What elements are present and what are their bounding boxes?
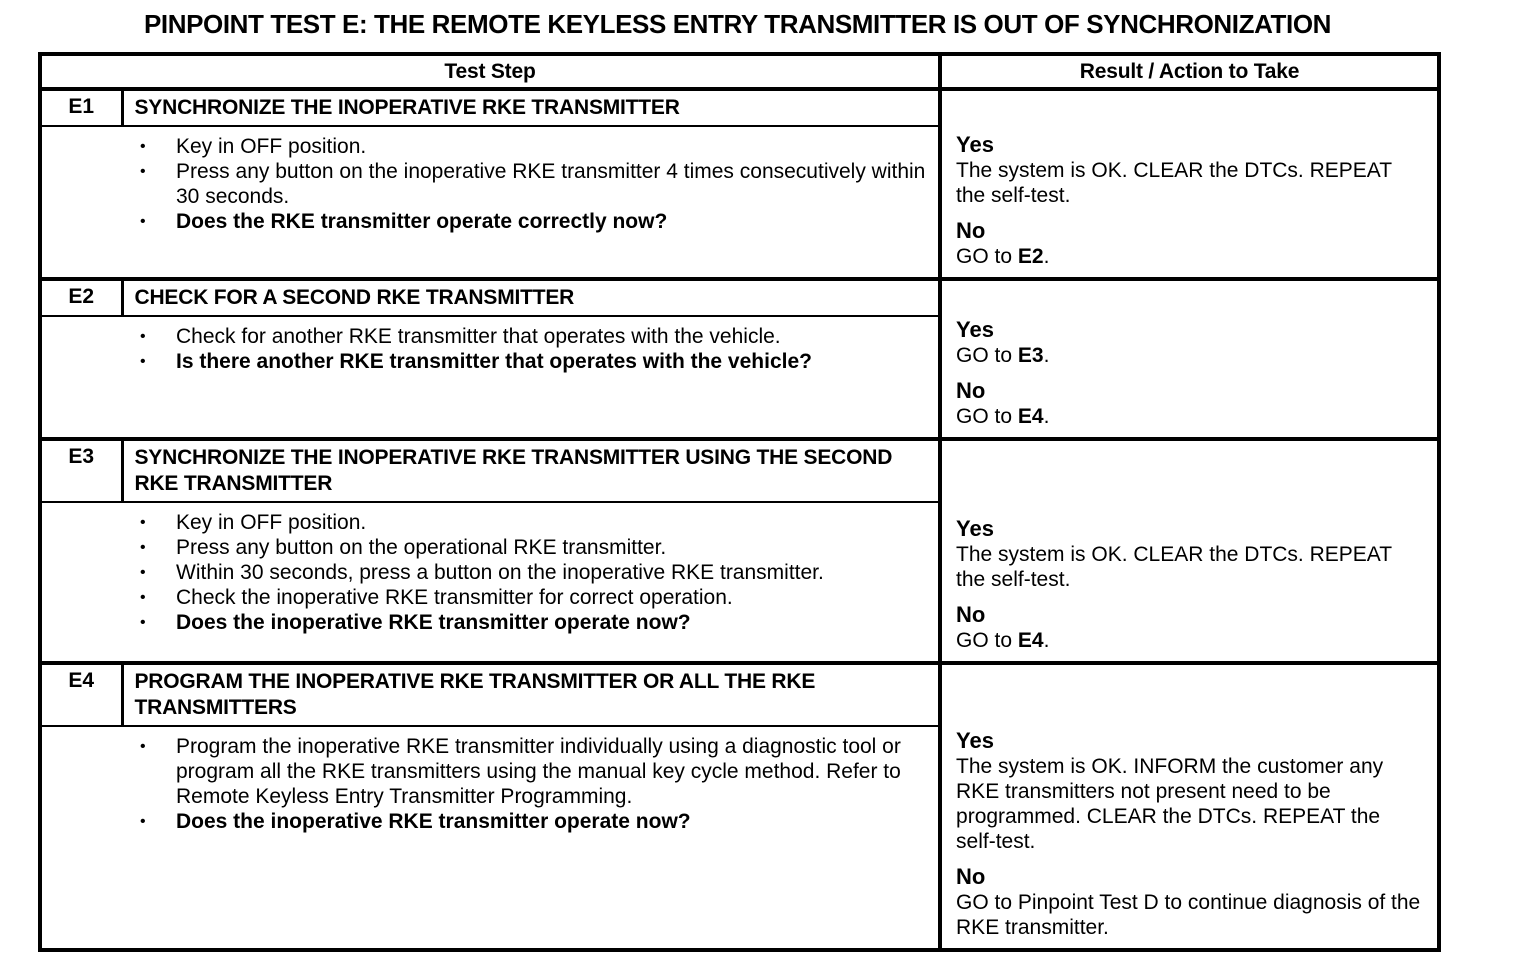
- result-text-segment: E2: [1017, 245, 1044, 268]
- bullet-marker: •: [140, 138, 146, 155]
- bullet-item: [137, 134, 930, 159]
- bullet-item: [137, 535, 930, 560]
- result-answer-label: Yes: [956, 728, 994, 753]
- step-bullets: [40, 502, 940, 663]
- result-text-segment: The system is OK. CLEAR the DTCs. REPEAT the self-test.: [956, 159, 1392, 207]
- bullet-item: [137, 585, 930, 610]
- result-text-segment: .: [1043, 245, 1050, 268]
- step-bullets: [40, 726, 940, 950]
- result-block: [956, 727, 1421, 854]
- bullet-marker: •: [140, 813, 146, 830]
- bullet-marker: •: [140, 213, 146, 230]
- bullet-item: [137, 209, 930, 234]
- bullet-marker: •: [140, 514, 146, 531]
- bullet-text: Press any button on the operational RKE transmitter.: [176, 536, 667, 559]
- result-text-segment: The system is OK. CLEAR the DTCs. REPEAT the self-test.: [956, 543, 1392, 591]
- result-text-segment: GO to: [956, 405, 1018, 428]
- pinpoint-test-table: [38, 52, 1441, 952]
- bullet-marker: •: [140, 738, 146, 755]
- step-title: SYNCHRONIZE THE INOPERATIVE RKE TRANSMITTER USING THE SECOND RKE TRANSMITTER: [122, 439, 940, 502]
- result-action-text: [956, 628, 1421, 653]
- result-block: [956, 863, 1421, 940]
- step-header-row: [40, 663, 1439, 726]
- result-text-segment: .: [1043, 629, 1050, 652]
- result-action-text: [956, 244, 1421, 269]
- bullet-marker: •: [140, 353, 146, 370]
- result-block: [956, 601, 1421, 653]
- result-action-text: [956, 542, 1421, 592]
- bullet-text: Key in OFF position.: [176, 135, 367, 158]
- result-block: [956, 316, 1421, 368]
- result-block: [956, 377, 1421, 429]
- result-action-text: [956, 158, 1421, 208]
- result-action-text: [956, 754, 1421, 854]
- step-id: E4: [40, 663, 122, 726]
- step-id: E3: [40, 439, 122, 502]
- bullet-item: [137, 159, 930, 209]
- result-cell: [940, 663, 1439, 950]
- result-block: [956, 515, 1421, 592]
- result-cell: [940, 439, 1439, 663]
- step-title: CHECK FOR A SECOND RKE TRANSMITTER: [122, 279, 940, 316]
- result-answer-label: Yes: [956, 132, 994, 157]
- bullet-text: Does the inoperative RKE transmitter operate now?: [176, 611, 691, 634]
- bullet-text: Is there another RKE transmitter that operates with the vehicle?: [176, 350, 812, 373]
- bullet-marker: •: [140, 564, 146, 581]
- result-cell: [940, 89, 1439, 279]
- bullet-marker: •: [140, 589, 146, 606]
- result-text-segment: E4: [1017, 405, 1044, 428]
- bullet-marker: •: [140, 328, 146, 345]
- bullet-item: [137, 610, 930, 635]
- result-text-segment: .: [1043, 405, 1050, 428]
- result-block: [956, 217, 1421, 269]
- step-bullets: [40, 316, 940, 439]
- result-answer-label: No: [956, 864, 986, 889]
- step-bullets: [40, 126, 940, 279]
- col-header-test-step: Test Step: [40, 54, 940, 89]
- bullet-item: [137, 560, 930, 585]
- step-id: E2: [40, 279, 122, 316]
- result-text-segment: GO to: [956, 245, 1018, 268]
- step-header-row: [40, 279, 1439, 316]
- step-id: E1: [40, 89, 122, 126]
- result-text-segment: The system is OK. INFORM the customer any RKE transmitters not present need to be programmed. CLEAR the DTCs. REPEAT the self-test.: [956, 755, 1384, 853]
- result-action-text: [956, 404, 1421, 429]
- result-answer-label: Yes: [956, 516, 994, 541]
- col-header-result: Result / Action to Take: [940, 54, 1439, 89]
- result-cell: [940, 279, 1439, 439]
- page-title: PINPOINT TEST E: THE REMOTE KEYLESS ENTRY TRANSMITTER IS OUT OF SYNCHRONIZATION: [143, 9, 1332, 39]
- result-text-segment: .: [1043, 344, 1050, 367]
- bullet-text: Key in OFF position.: [176, 511, 367, 534]
- steps-container: [40, 89, 1439, 950]
- bullet-text: Check for another RKE transmitter that operates with the vehicle.: [176, 325, 781, 348]
- bullet-item: [137, 510, 930, 535]
- result-text-segment: E3: [1017, 344, 1044, 367]
- result-text-segment: GO to Pinpoint Test D to continue diagnosis of the RKE transmitter.: [956, 891, 1421, 939]
- bullet-text: Press any button on the inoperative RKE transmitter 4 times consecutively within 30 seconds.: [176, 160, 926, 208]
- table-header-row: [40, 54, 1439, 89]
- result-answer-label: No: [956, 378, 986, 403]
- result-answer-label: No: [956, 602, 986, 627]
- result-text-segment: E4: [1017, 629, 1044, 652]
- step-title: PROGRAM THE INOPERATIVE RKE TRANSMITTER OR ALL THE RKE TRANSMITTERS: [122, 663, 940, 726]
- result-text-segment: GO to: [956, 344, 1018, 367]
- bullet-text: Program the inoperative RKE transmitter individually using a diagnostic tool or program all the RKE transmitters using the manual key cycle method. Refer to Remote Keyless Entry Transmitter Programming.: [176, 735, 901, 808]
- bullet-text: Within 30 seconds, press a button on the inoperative RKE transmitter.: [176, 561, 824, 584]
- bullet-text: Does the RKE transmitter operate correctly now?: [176, 210, 668, 233]
- result-block: [956, 131, 1421, 208]
- bullet-marker: •: [140, 539, 146, 556]
- step-header-row: [40, 439, 1439, 502]
- result-action-text: [956, 343, 1421, 368]
- bullet-item: [137, 324, 930, 349]
- bullet-text: Does the inoperative RKE transmitter operate now?: [176, 810, 691, 833]
- step-header-row: [40, 89, 1439, 126]
- bullet-item: [137, 349, 930, 374]
- bullet-item: [137, 734, 930, 809]
- bullet-text: Check the inoperative RKE transmitter for correct operation.: [176, 586, 733, 609]
- result-action-text: [956, 890, 1421, 940]
- result-answer-label: No: [956, 218, 986, 243]
- step-title: SYNCHRONIZE THE INOPERATIVE RKE TRANSMITTER: [122, 89, 940, 126]
- result-answer-label: Yes: [956, 317, 994, 342]
- result-text-segment: GO to: [956, 629, 1018, 652]
- bullet-marker: •: [140, 614, 146, 631]
- bullet-marker: •: [140, 163, 146, 180]
- bullet-item: [137, 809, 930, 834]
